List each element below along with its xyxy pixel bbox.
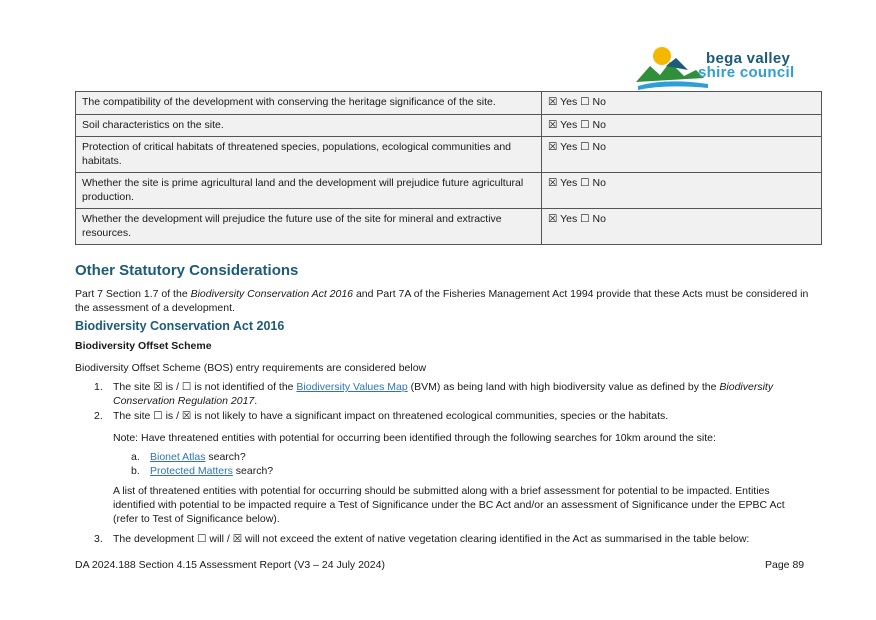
yes-no-checkbox-cell[interactable]: ☒ Yes ☐ No: [542, 137, 822, 173]
logo-text-line1: bega valley: [706, 50, 791, 67]
table-row: [76, 92, 822, 115]
item-number: 3.: [94, 533, 103, 545]
item-1-text-a: The site ☒ is / ☐ is not identified of the: [113, 381, 297, 393]
sub-item-letter: b.: [131, 465, 140, 477]
table-row: [76, 137, 822, 173]
intro-paragraph: [75, 287, 815, 315]
yes-no-checkbox-cell[interactable]: ☒ Yes ☐ No: [542, 92, 822, 115]
sub-item-letter: a.: [131, 451, 140, 463]
sub-item-a: [150, 450, 246, 464]
sub-item-b: [150, 464, 273, 478]
item-number: 1.: [94, 381, 103, 393]
subsubheading: Biodiversity Offset Scheme: [75, 340, 212, 352]
item-2-paragraph: A list of threatened entities with potential for occurring should be submitted along with a brief assessment for potential to be impacted. Entities identified with potential to be impacted require a Test of Significance under the BC Act and/or an assessment of Significance under the EPBC Act (refer to Test of Significance below).: [113, 485, 785, 525]
footer-page-number: Page 89: [765, 559, 805, 571]
intro-act-name: Biodiversity Conservation Act 2016: [190, 288, 354, 300]
criterion-cell: Protection of critical habitats of threatened species, populations, ecological communities and habitats.: [76, 137, 542, 173]
intro-text-1: Part 7 Section 1.7 of the: [75, 288, 191, 300]
item-1-text: [113, 380, 803, 408]
item-3-text: The development ☐ will / ☒ will not exceed the extent of native vegetation clearing identified in the Act as summarised in the table below:: [113, 533, 750, 545]
bionet-atlas-link[interactable]: Bionet Atlas: [150, 451, 206, 463]
yes-no-checkbox-cell[interactable]: ☒ Yes ☐ No: [542, 173, 822, 209]
bos-intro: Biodiversity Offset Scheme (BOS) entry requirements are considered below: [75, 362, 427, 374]
item-1-text-b: (BVM) as being land with high biodiversity value as defined by the: [407, 381, 720, 393]
logo-text-line2: shire council: [698, 64, 795, 81]
yes-no-checkbox-cell[interactable]: ☒ Yes ☐ No: [542, 209, 822, 245]
footer-document-ref: DA 2024.188 Section 4.15 Assessment Report (V3 – 24 July 2024): [75, 559, 385, 571]
criterion-cell: Whether the development will prejudice the future use of the site for mineral and extractive resources.: [76, 209, 542, 245]
yes-no-checkbox-cell[interactable]: ☒ Yes ☐ No: [542, 115, 822, 137]
section-heading: Other Statutory Considerations: [75, 262, 299, 279]
item-1-regulation: Biodiversity Conservation Regulation 2017: [113, 381, 774, 407]
council-logo: [636, 42, 806, 94]
sub-item-a-text: search?: [205, 451, 246, 463]
item-number: 2.: [94, 410, 103, 422]
criterion-cell: Whether the site is prime agricultural land and the development will prejudice future agricultural production.: [76, 173, 542, 209]
table-row: [76, 209, 822, 245]
criterion-cell: Soil characteristics on the site.: [76, 115, 542, 137]
intro-text-2: and Part 7A of the Fisheries Management Act 1994 provide that these Acts must be considered in the assessment of a development.: [75, 288, 809, 314]
item-2-note: Note: Have threatened entities with potential for occurring been identified through the following searches for 10km around the site:: [113, 432, 716, 444]
criteria-table: [75, 91, 822, 245]
biodiversity-values-map-link[interactable]: Biodiversity Values Map: [296, 381, 408, 393]
criterion-cell: The compatibility of the development with conserving the heritage significance of the site.: [76, 92, 542, 115]
sub-item-b-text: search?: [232, 465, 274, 477]
item-2-text: The site ☐ is / ☒ is not likely to have a significant impact on threatened ecological communities, species or the habitats.: [113, 410, 669, 422]
subheading: Biodiversity Conservation Act 2016: [75, 319, 285, 333]
table-row: [76, 115, 822, 137]
table-row: [76, 173, 822, 209]
item-1-text-c: .: [254, 395, 258, 407]
protected-matters-link[interactable]: Protected Matters: [150, 465, 233, 477]
